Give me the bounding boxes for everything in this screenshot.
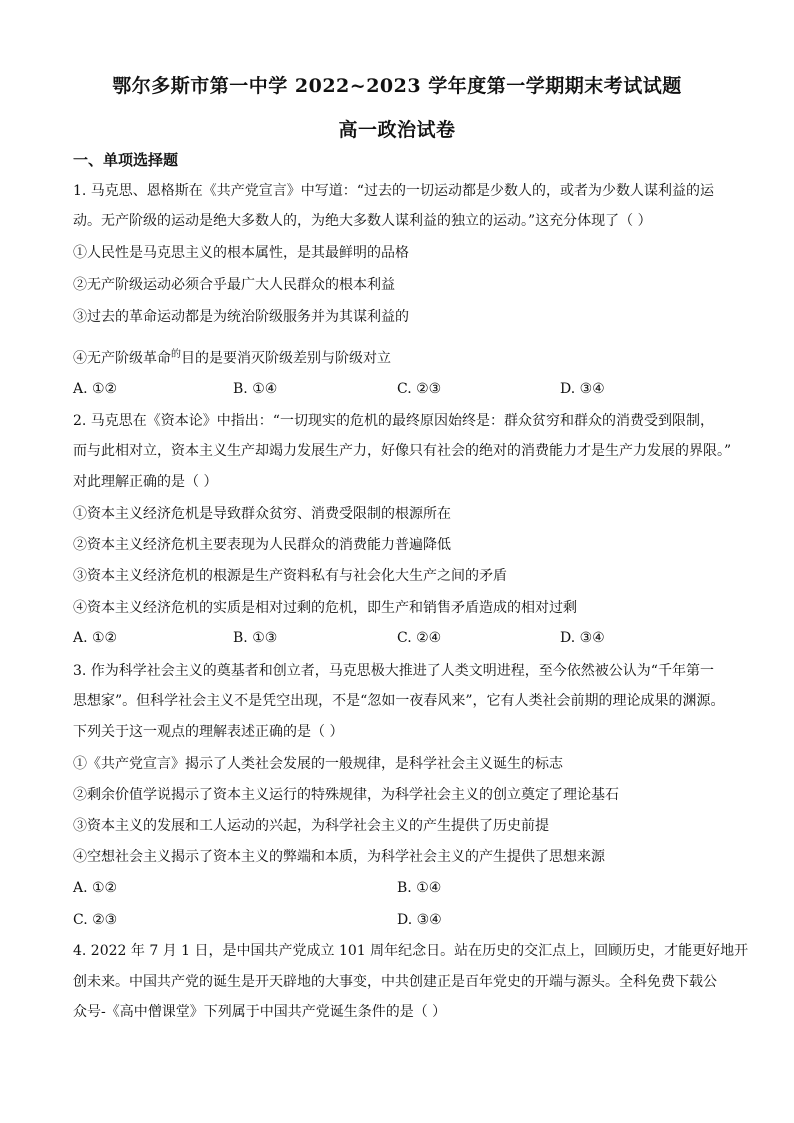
question-stem: 2. 马克思在《资本论》中指出：“一切现实的危机的最终原因始终是：群众贫穷和群众的消费受到限制， [73, 413, 714, 429]
statement-2: ②剩余价值学说揭示了资本主义运行的特殊规律，为科学社会主义的创立奠定了理论基石 [73, 787, 619, 803]
statement-4 [73, 345, 753, 369]
question-stem: 众号-《高中僧课堂》下列属于中国共产党诞生条件的是（ ） [73, 1004, 447, 1020]
option-c: C. ②③ [397, 381, 442, 397]
exam-subtitle: 高一政治试卷 [338, 119, 456, 141]
question-stem: 对此理解正确的是（ ） [73, 474, 218, 490]
statement-4-part-b: 目的是要消灭阶级差别与阶级对立 [181, 350, 391, 367]
question-stem: 3. 作为科学社会主义的奠基者和创立者，马克思极大推进了人类文明进程，至今依然被公认为“千年第一 [73, 663, 714, 679]
question-stem: 动。无产阶级的运动是绝大多数人的，为绝大多数人谋利益的独立的运动。”这充分体现了（ ） [73, 213, 652, 229]
question-stem: 思想家”。但科学社会主义不是凭空出现，不是“忽如一夜春风来”，它有人类社会前期的理论成果的渊源。 [73, 693, 725, 709]
option-a: A. ①② [73, 880, 118, 896]
option-b: B. ①④ [233, 381, 278, 397]
statement-2: ②资本主义经济危机主要表现为人民群众的消费能力普遍降低 [73, 537, 451, 553]
option-b: B. ①④ [397, 880, 442, 896]
question-stem: 1. 马克思、恩格斯在《共产党宣言》中写道：“过去的一切运动都是少数人的，或者为少数人谋利益的运 [73, 183, 714, 199]
option-d: D. ③④ [397, 912, 442, 928]
statement-3: ③资本主义经济危机的根源是生产资料私有与社会化大生产之间的矛盾 [73, 568, 507, 584]
section-heading: 一、单项选择题 [73, 151, 179, 169]
option-c: C. ②④ [397, 630, 442, 646]
statement-3: ③过去的革命运动都是为统治阶级服务并为其谋利益的 [73, 309, 409, 325]
statement-1: ①《共产党宣言》揭示了人类社会发展的一般规律，是科学社会主义诞生的标志 [73, 756, 563, 772]
option-b: B. ①③ [233, 630, 278, 646]
option-c: C. ②③ [73, 912, 118, 928]
statement-2: ②无产阶级运动必须合乎最广大人民群众的根本利益 [73, 277, 395, 293]
question-stem: 4. 2022 年 7 月 1 日，是中国共产党成立 101 周年纪念日。站在历史的交汇点上，回顾历史，才能更好地开 [73, 943, 749, 959]
statement-3: ③资本主义的发展和工人运动的兴起，为科学社会主义的产生提供了历史前提 [73, 818, 549, 834]
option-d: D. ③④ [560, 630, 605, 646]
statement-1: ①人民性是马克思主义的根本属性，是其最鲜明的品格 [73, 245, 409, 261]
question-stem: 而与此相对立，资本主义生产却竭力发展生产力，好像只有社会的绝对的消费能力才是生产力发展的界限。” [73, 443, 732, 459]
statement-4-superscript: 的 [171, 349, 181, 360]
statement-4-part-a: ④无产阶级革命 [73, 350, 171, 367]
statement-4: ④资本主义经济危机的实质是相对过剩的危机，即生产和销售矛盾造成的相对过剩 [73, 600, 577, 616]
option-a: A. ①② [73, 381, 118, 397]
question-stem: 下列关于这一观点的理解表述正确的是（ ） [73, 724, 344, 740]
option-a: A. ①② [73, 630, 118, 646]
question-stem: 创未来。中国共产党的诞生是开天辟地的大事变，中共创建正是百年党史的开端与源头。全科免费下载公 [73, 974, 717, 990]
statement-4: ④空想社会主义揭示了资本主义的弊端和本质，为科学社会主义的产生提供了思想来源 [73, 849, 605, 865]
option-d: D. ③④ [560, 381, 605, 397]
statement-1: ①资本主义经济危机是导致群众贫穷、消费受限制的根源所在 [73, 506, 451, 522]
exam-title: 鄂尔多斯市第一中学 2022~2023 学年度第一学期期末考试试题 [112, 75, 682, 97]
